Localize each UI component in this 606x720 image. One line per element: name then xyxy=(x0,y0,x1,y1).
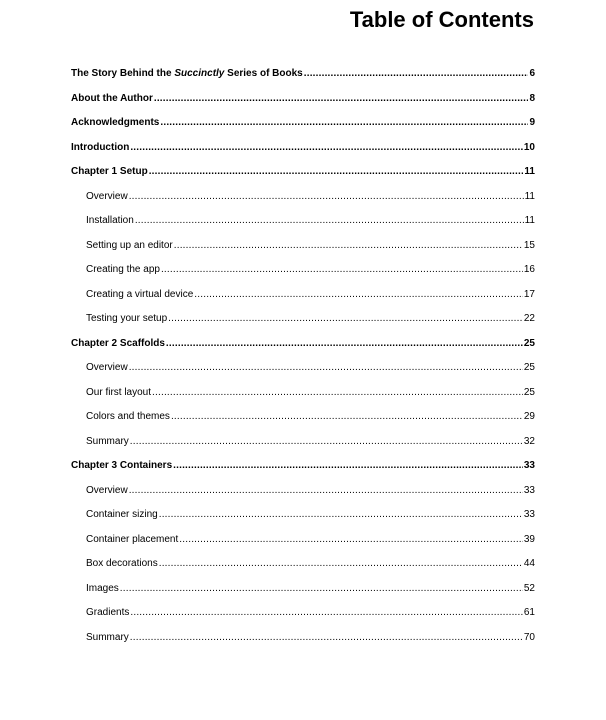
dot-leader xyxy=(168,310,523,328)
toc-entry-page: 25 xyxy=(523,386,535,398)
dot-leader xyxy=(129,482,523,500)
toc-entry-title: Images xyxy=(86,582,119,594)
toc-entry-section[interactable] xyxy=(71,261,535,286)
toc-entry-section[interactable] xyxy=(71,580,535,605)
toc-entry-acknowledgments[interactable] xyxy=(71,114,535,139)
toc-entry-title: Creating a virtual device xyxy=(86,288,194,300)
toc-entry-title-part: The Story Behind the xyxy=(71,68,175,79)
toc-entry-page: 61 xyxy=(523,607,535,618)
table-of-contents xyxy=(71,65,535,653)
toc-entry-page: 33 xyxy=(523,484,535,496)
toc-entry-title: Setting up an editor xyxy=(86,239,173,251)
dot-leader xyxy=(152,384,523,402)
dot-leader xyxy=(173,457,523,475)
toc-entry-title: Overview xyxy=(86,362,128,373)
toc-entry-title: Container sizing xyxy=(86,509,158,520)
toc-entry-title-part: Series of Books xyxy=(224,68,303,79)
toc-entry-title: Creating the app xyxy=(86,264,160,275)
dot-leader xyxy=(154,90,529,108)
dot-leader xyxy=(179,531,523,549)
toc-entry-series-story[interactable] xyxy=(71,65,535,90)
toc-entry-section[interactable] xyxy=(71,482,535,507)
toc-entry-title: Summary xyxy=(86,631,129,643)
toc-entry-page: 10 xyxy=(523,141,535,153)
dot-leader xyxy=(130,604,523,622)
toc-entry-title: Box decorations xyxy=(86,558,158,569)
toc-entry-section[interactable] xyxy=(71,604,535,629)
toc-entry-page: 25 xyxy=(523,362,535,373)
toc-entry-title: Overview xyxy=(86,190,128,202)
toc-entry-section[interactable] xyxy=(71,237,535,262)
toc-entry-page: 70 xyxy=(523,631,535,643)
toc-entry-chapter-3[interactable] xyxy=(71,457,535,482)
toc-entry-title: Gradients xyxy=(86,607,130,618)
toc-entry-title xyxy=(71,65,303,83)
toc-entry-section[interactable] xyxy=(71,629,535,654)
toc-entry-section[interactable] xyxy=(71,531,535,556)
toc-entry-page: 33 xyxy=(523,509,535,520)
toc-entry-section[interactable] xyxy=(71,188,535,213)
dot-leader xyxy=(135,212,524,230)
toc-entry-page: 16 xyxy=(523,264,535,275)
toc-entry-page: 6 xyxy=(529,68,535,79)
toc-entry-title: Overview xyxy=(86,484,128,496)
toc-entry-title: Our first layout xyxy=(86,386,152,398)
toc-entry-title: Introduction xyxy=(71,141,130,153)
toc-entry-page: 11 xyxy=(524,166,535,177)
dot-leader xyxy=(130,629,523,647)
toc-entry-section[interactable] xyxy=(71,433,535,458)
toc-entry-title: Testing your setup xyxy=(86,313,168,324)
toc-entry-page: 11 xyxy=(524,190,535,202)
toc-entry-page: 52 xyxy=(523,582,535,594)
toc-entry-page: 25 xyxy=(523,337,535,349)
toc-entry-section[interactable] xyxy=(71,212,535,237)
toc-entry-page: 22 xyxy=(523,313,535,324)
dot-leader xyxy=(130,139,523,157)
toc-entry-title: Chapter 3 Containers xyxy=(71,460,173,471)
toc-entry-page: 44 xyxy=(523,558,535,569)
toc-entry-page: 33 xyxy=(523,460,535,471)
toc-entry-introduction[interactable] xyxy=(71,139,535,164)
toc-entry-page: 39 xyxy=(523,533,535,545)
toc-entry-title-italic: Succinctly xyxy=(174,68,225,79)
dot-leader xyxy=(159,506,523,524)
dot-leader xyxy=(129,188,524,206)
toc-entry-page: 15 xyxy=(523,239,535,251)
dot-leader xyxy=(160,114,528,132)
toc-entry-section[interactable] xyxy=(71,408,535,433)
toc-entry-title: Chapter 1 Setup xyxy=(71,166,148,177)
toc-entry-page: 29 xyxy=(523,411,535,422)
toc-entry-section[interactable] xyxy=(71,310,535,335)
dot-leader xyxy=(171,408,523,426)
toc-entry-title: Installation xyxy=(86,215,134,226)
toc-entry-page: 9 xyxy=(529,117,535,128)
dot-leader xyxy=(149,163,524,181)
dot-leader xyxy=(129,359,523,377)
dot-leader xyxy=(194,286,523,304)
page-title: Table of Contents xyxy=(349,7,534,32)
dot-leader xyxy=(130,433,523,451)
toc-entry-section[interactable] xyxy=(71,384,535,409)
toc-entry-page: 17 xyxy=(523,288,535,300)
toc-entry-title: Container placement xyxy=(86,533,179,545)
toc-entry-section[interactable] xyxy=(71,286,535,311)
dot-leader xyxy=(304,65,529,83)
toc-entry-title: About the Author xyxy=(71,92,153,104)
toc-entry-title: Chapter 2 Scaffolds xyxy=(71,337,165,349)
toc-entry-chapter-1[interactable] xyxy=(71,163,535,188)
toc-entry-about-author[interactable] xyxy=(71,90,535,115)
dot-leader xyxy=(120,580,523,598)
toc-entry-section[interactable] xyxy=(71,359,535,384)
toc-entry-title: Summary xyxy=(86,435,129,447)
toc-entry-page: 11 xyxy=(524,215,535,226)
toc-entry-page: 32 xyxy=(523,435,535,447)
toc-entry-title: Acknowledgments xyxy=(71,117,160,128)
toc-entry-page: 8 xyxy=(529,92,535,104)
dot-leader xyxy=(166,335,523,353)
toc-entry-title: Colors and themes xyxy=(86,411,170,422)
toc-entry-section[interactable] xyxy=(71,555,535,580)
toc-entry-section[interactable] xyxy=(71,506,535,531)
dot-leader xyxy=(161,261,523,279)
dot-leader xyxy=(159,555,523,573)
dot-leader xyxy=(174,237,523,255)
toc-entry-chapter-2[interactable] xyxy=(71,335,535,360)
